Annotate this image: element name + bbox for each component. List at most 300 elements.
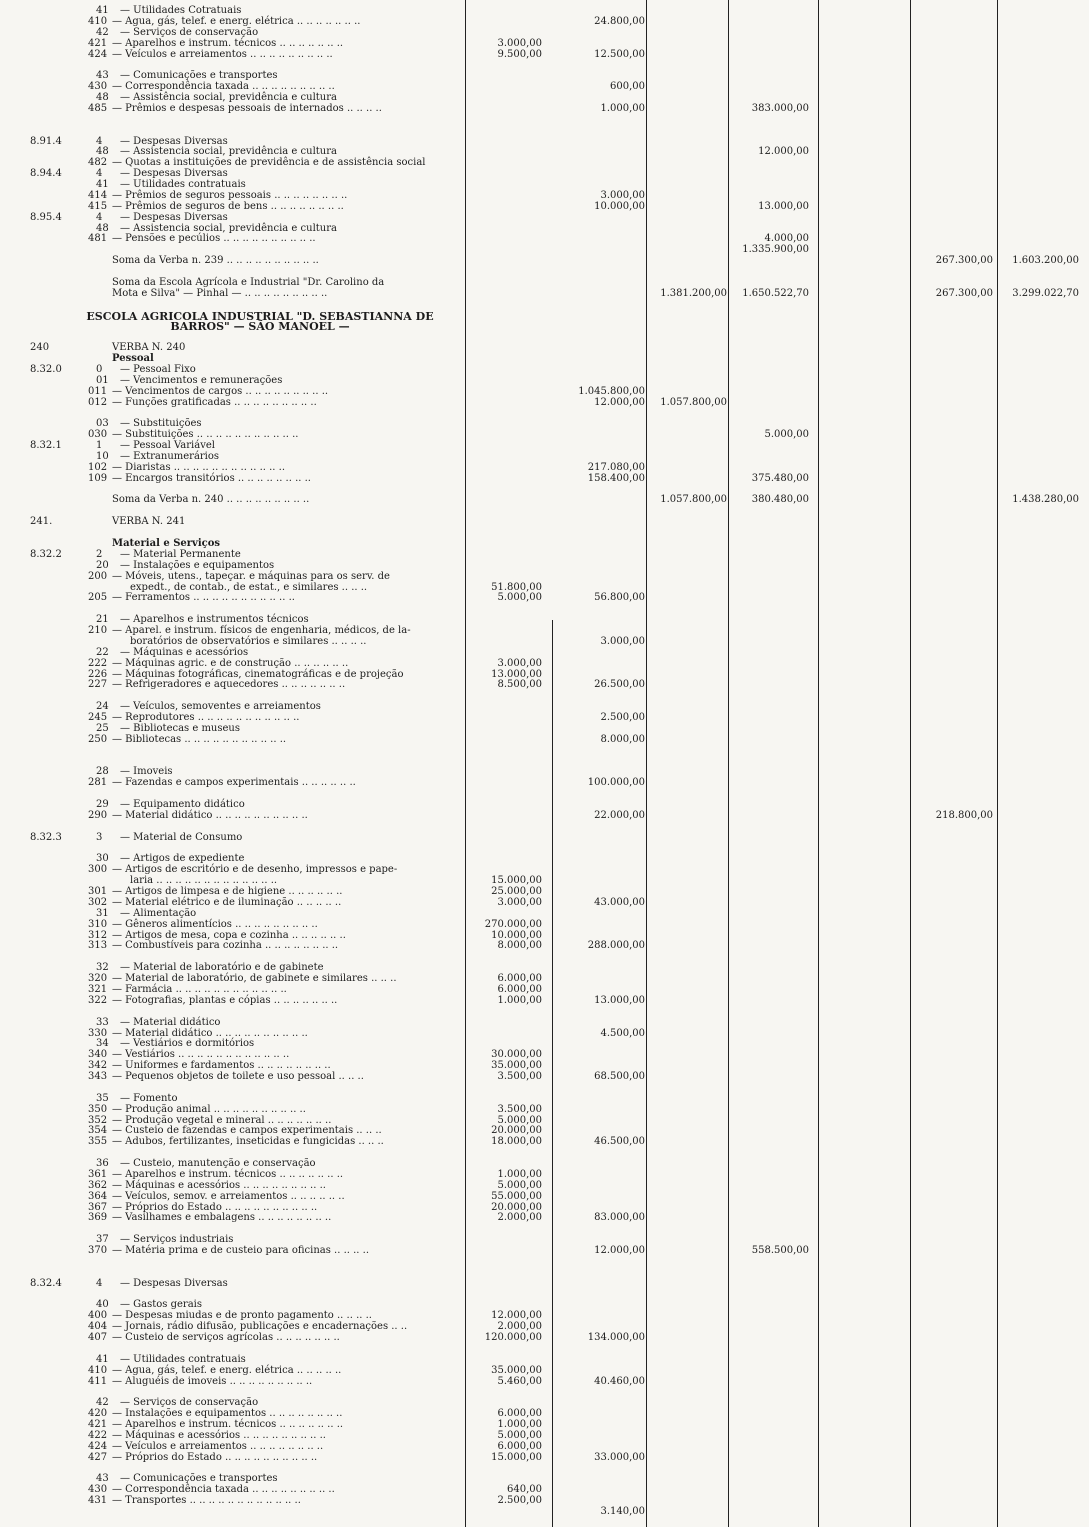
amount-col-1: 55.000,00 <box>491 1190 542 1202</box>
item-label: — Substituições .. .. .. .. .. .. .. .. .. .. .. <box>112 429 299 441</box>
section-code: 8.32.4 <box>30 1277 62 1289</box>
item-label: — Matéria prima e de custeio para oficinas .. .. .. .. <box>112 1245 369 1257</box>
item-code: 312 <box>88 929 108 941</box>
item-label: — Custeio de serviços agrícolas .. .. .. .. .. .. .. <box>112 1332 340 1344</box>
amount-col-2: 43.000,00 <box>594 896 645 908</box>
item-label: — Fotografias, plantas e cópias .. .. .. .. .. .. .. <box>112 994 338 1006</box>
item-label: — Prêmios e despesas pessoais de internados .. .. .. .. <box>112 102 382 114</box>
amount-col-7: 1.438.280,00 <box>1012 494 1079 506</box>
item-label: — Diaristas .. .. .. .. .. .. .. .. .. .. .. .. <box>112 461 286 473</box>
item-code: 43 <box>96 70 109 82</box>
item-code: 011 <box>88 385 108 397</box>
item-label: — Pensões e pecúlios .. .. .. .. .. .. .. .. .. .. <box>112 233 316 245</box>
item-code: 21 <box>96 614 109 626</box>
item-label: — Aluguéis de imoveis .. .. .. .. .. .. .. .. .. <box>112 1375 313 1387</box>
item-code: 3 <box>96 831 103 843</box>
item-label: — Aparelhos e instrumentos técnicos <box>120 614 309 626</box>
item-label: — Aparelhos e instrum. técnicos .. .. .. .. .. .. .. <box>112 1168 344 1180</box>
section-code: 8.32.3 <box>30 831 62 843</box>
item-code: 29 <box>96 799 109 811</box>
item-code: 245 <box>88 712 108 724</box>
amount-col-2: 2.500,00 <box>600 712 645 724</box>
amount-col-1: 5.460,00 <box>497 1375 542 1387</box>
item-label: — Equipamento didático <box>120 799 245 811</box>
item-label: — Despesas miudas e de pronto pagamento .. .. .. .. <box>112 1310 372 1322</box>
item-label: expedt., de contab., de estat., e similares .. .. .. <box>130 581 368 593</box>
item-label: — Máquinas e acessórios .. .. .. .. .. .. .. .. .. <box>112 1429 326 1441</box>
item-label: — Veículos e arreiamentos .. .. .. .. .. .. .. .. <box>112 1440 324 1452</box>
item-label: — Aparelhos e instrum. técnicos .. .. .. .. .. .. .. <box>112 1419 344 1431</box>
item-code: 41 <box>96 179 109 191</box>
item-label: — Máquinas e acessórios .. .. .. .. .. .. .. .. .. <box>112 1179 326 1191</box>
item-label: Soma da Verba n. 239 .. .. .. .. .. .. .. .. .. .. <box>112 255 319 267</box>
item-label: — Máquinas fotográficas, cinematográficas e de projeção <box>112 668 404 680</box>
amount-col-2: 13.000,00 <box>594 994 645 1006</box>
item-code: 352 <box>88 1114 108 1126</box>
item-code: 404 <box>88 1321 108 1333</box>
item-code: 40 <box>96 1299 109 1311</box>
amount-col-4: 375.480,00 <box>751 472 809 484</box>
amount-col-1: 8.000,00 <box>497 940 542 952</box>
item-code: 250 <box>88 733 108 745</box>
item-label: — Material elétrico e de iluminação .. .. .. .. .. <box>112 896 342 908</box>
item-code: 424 <box>88 48 108 60</box>
item-code: 4 <box>96 168 103 180</box>
item-code: 0 <box>96 363 103 375</box>
item-label: — Móveis, utens., tapeçar. e máquinas para os serv. de <box>112 570 390 582</box>
item-code: 355 <box>88 1136 108 1148</box>
amount-col-4: 1.650.522,70 <box>742 287 809 299</box>
item-code: 343 <box>88 1071 108 1082</box>
item-code: 35 <box>96 1092 109 1104</box>
item-code: 410 <box>88 15 108 27</box>
item-label: — Artigos de escritório e de desenho, impressos e pape- <box>112 864 398 876</box>
item-code: 364 <box>88 1190 108 1202</box>
item-code: 03 <box>96 418 109 430</box>
item-label: — Serviços industriais <box>120 1234 234 1246</box>
item-code: 48 <box>96 92 109 104</box>
item-code: 48 <box>96 146 109 158</box>
item-label: — Próprios do Estado .. .. .. .. .. .. .. .. .. .. <box>112 1201 318 1213</box>
item-label: — Reprodutores .. .. .. .. .. .. .. .. .. .. .. <box>112 712 300 724</box>
amount-col-1: 15.000,00 <box>491 875 542 887</box>
item-label: laria .. .. .. .. .. .. .. .. .. .. .. .. .. <box>130 875 278 887</box>
amount-col-1: 13.000,00 <box>491 668 542 680</box>
amount-col-1: 10.000,00 <box>491 929 542 941</box>
item-code: 340 <box>88 1049 108 1061</box>
item-code: 369 <box>88 1212 108 1224</box>
item-label: — Uniformes e fardamentos .. .. .. .. .. .. .. .. <box>112 1060 331 1072</box>
amount-col-1: 8.500,00 <box>497 679 542 691</box>
item-label: — Agua, gás, telef. e energ. elétrica .. .. .. .. .. .. .. <box>112 15 361 27</box>
amount-col-1: 20.000,00 <box>491 1125 542 1137</box>
amount-col-2: 68.500,00 <box>594 1071 645 1082</box>
item-label: — Custeio, manutenção e conservação <box>120 1158 316 1170</box>
section-code: 8.32.0 <box>30 363 62 375</box>
item-code: 320 <box>88 973 108 985</box>
item-label: — Utilidades contratuais <box>120 179 246 191</box>
item-code: 30 <box>96 853 109 865</box>
amount-col-1: 3.500,00 <box>497 1103 542 1115</box>
amount-col-1: 2.000,00 <box>497 1212 542 1224</box>
amount-col-7: 3.299.022,70 <box>1012 287 1079 299</box>
amount-col-1: 30.000,00 <box>491 1049 542 1061</box>
item-label: — Ferramentos .. .. .. .. .. .. .. .. .. .. .. <box>112 592 295 604</box>
item-code: 4 <box>96 211 103 223</box>
item-label: — Vencimentos e remunerações <box>120 374 283 386</box>
item-code: 400 <box>88 1310 108 1322</box>
amount-col-1: 35.000,00 <box>491 1060 542 1072</box>
item-code: 361 <box>88 1168 108 1180</box>
amount-col-2: 10.000,00 <box>594 200 645 212</box>
amount-col-1: 5.000,00 <box>497 592 542 604</box>
item-label: — Material de laboratório e de gabinete <box>120 962 324 974</box>
amount-col-4: 383.000,00 <box>751 102 809 114</box>
item-label: — Gêneros alimentícios .. .. .. .. .. .. .. .. .. <box>112 918 318 930</box>
item-code: 48 <box>96 222 109 234</box>
item-label: — Serviços de conservação <box>120 1397 259 1409</box>
item-code: 362 <box>88 1179 108 1191</box>
item-label: — Máquinas e acessórios <box>120 646 249 658</box>
item-code: 4 <box>96 135 103 147</box>
amount-col-2: 3.140,00 <box>600 1506 645 1518</box>
item-label: — Utilidades Cotratuais <box>120 5 242 16</box>
amount-col-2: 1.000,00 <box>600 102 645 114</box>
item-code: 481 <box>88 233 108 245</box>
amount-col-4: 558.500,00 <box>751 1245 809 1257</box>
item-label: — Material didático .. .. .. .. .. .. .. .. .. .. <box>112 1027 308 1039</box>
item-code: 227 <box>88 679 108 691</box>
school-title: BARROS" — SÃO MANOEL — <box>170 320 350 334</box>
amount-col-2: 22.000,00 <box>594 809 645 821</box>
amount-col-1: 640,00 <box>507 1484 542 1496</box>
item-label: Mota e Silva" — Pinhal — .. .. .. .. .. .. .. .. .. <box>112 287 328 299</box>
item-code: 36 <box>96 1158 109 1170</box>
item-label: — Substituições <box>120 418 202 430</box>
amount-col-1: 1.000,00 <box>497 1419 542 1431</box>
item-code: 427 <box>88 1451 108 1463</box>
amount-col-2: 12.000,00 <box>594 1245 645 1257</box>
item-label: — Veículos e arreiamentos .. .. .. .. .. .. .. .. .. <box>112 48 333 60</box>
amount-col-1: 20.000,00 <box>491 1201 542 1213</box>
item-label: — Material de Consumo <box>120 831 243 843</box>
item-label: — Despesas Diversas <box>120 1277 228 1289</box>
amount-col-1: 6.000,00 <box>497 983 542 995</box>
item-code: 420 <box>88 1408 108 1420</box>
amount-col-1: 1.000,00 <box>497 1168 542 1180</box>
item-label: — Próprios do Estado .. .. .. .. .. .. .. .. .. .. <box>112 1451 318 1463</box>
amount-col-1: 2.000,00 <box>497 1321 542 1333</box>
item-code: 42 <box>96 1397 109 1409</box>
amount-col-6: 218.800,00 <box>935 809 993 821</box>
amount-col-2: 40.460,00 <box>594 1375 645 1387</box>
item-code: 485 <box>88 102 108 114</box>
amount-col-2: 83.000,00 <box>594 1212 645 1224</box>
amount-col-2: 134.000,00 <box>587 1332 645 1344</box>
amount-col-1: 6.000,00 <box>497 1440 542 1452</box>
item-label: — Material de laboratório, de gabinete e similares .. .. .. <box>112 973 397 985</box>
item-label: — Bibliotecas e museus <box>120 722 240 734</box>
item-code: 34 <box>96 1038 109 1050</box>
item-label: — Máquinas agric. e de construção .. .. .. .. .. .. <box>112 657 349 669</box>
item-code: 030 <box>88 429 108 441</box>
item-label: — Comunicações e transportes <box>120 70 278 82</box>
item-label: — Material didático <box>120 1016 221 1028</box>
item-code: 20 <box>96 559 109 571</box>
amount-col-1: 9.500,00 <box>497 48 542 60</box>
item-label: — Aparel. e instrum. físicos de engenharia, médicos, de la- <box>112 625 411 637</box>
item-code: 41 <box>96 5 109 16</box>
item-code: 24 <box>96 701 109 713</box>
amount-col-7: 1.603.200,00 <box>1012 255 1079 267</box>
item-label: — Produção vegetal e mineral .. .. .. .. .. .. .. <box>112 1114 332 1126</box>
item-label: — Veículos, semov. e arreiamentos .. .. .. .. .. .. <box>112 1190 345 1202</box>
item-label: — Artigos de expediente <box>120 853 245 865</box>
amount-col-1: 3.000,00 <box>497 657 542 669</box>
amount-col-2: 26.500,00 <box>594 679 645 691</box>
item-code: 431 <box>88 1495 108 1507</box>
item-label: — Fazendas e campos experimentais .. .. .. .. .. .. <box>112 777 356 789</box>
item-code: 482 <box>88 157 108 169</box>
item-label: — Pessoal Fixo <box>120 363 196 375</box>
amount-col-2: 56.800,00 <box>594 592 645 604</box>
item-code: 354 <box>88 1125 108 1137</box>
item-label: — Correspondência taxada .. .. .. .. .. .. .. .. .. <box>112 81 335 93</box>
item-code: 281 <box>88 777 108 789</box>
item-label: — Assistencia social, previdência e cultura <box>120 222 337 234</box>
item-code: 1 <box>96 440 103 452</box>
amount-col-2: 158.400,00 <box>587 472 645 484</box>
item-label: — Despesas Diversas <box>120 168 228 180</box>
amount-col-2: 288.000,00 <box>587 940 645 952</box>
amount-col-2: 1.045.800,00 <box>578 385 645 397</box>
item-code: 301 <box>88 886 108 898</box>
item-code: 430 <box>88 1484 108 1496</box>
item-label: — Quotas a instituições de previdência e de assistência social <box>112 157 426 169</box>
amount-col-2: 600,00 <box>610 81 645 93</box>
item-code: 370 <box>88 1245 108 1257</box>
section-code: 8.32.1 <box>30 440 62 452</box>
amount-col-2: 12.500,00 <box>594 48 645 60</box>
item-label: Soma da Escola Agrícola e Industrial "Dr. Carolino da <box>112 276 385 288</box>
item-code: 424 <box>88 1440 108 1452</box>
amount-col-4: 4.000,00 <box>764 233 809 245</box>
item-label: — Gastos gerais <box>120 1299 203 1311</box>
item-code: 32 <box>96 962 109 974</box>
item-label: — Prêmios de seguros de bens .. .. .. .. .. .. .. .. <box>112 200 344 212</box>
item-label: — Alimentação <box>120 907 197 919</box>
amount-col-2: 12.000,00 <box>594 396 645 408</box>
amount-col-6: 267.300,00 <box>935 255 993 267</box>
item-label: — Artigos de mesa, copa e cozinha .. .. .. .. .. .. <box>112 929 346 941</box>
item-code: 41 <box>96 1353 109 1365</box>
amount-col-2: 3.000,00 <box>600 635 645 647</box>
item-label: — Custeio de fazendas e campos experimentais .. .. .. <box>112 1125 382 1137</box>
item-code: 31 <box>96 907 109 919</box>
item-label: — Bibliotecas .. .. .. .. .. .. .. .. .. .. .. <box>112 733 287 745</box>
item-label: — Adubos, fertilizantes, inseticidas e fungicidas .. .. .. <box>112 1136 384 1148</box>
item-code: 350 <box>88 1103 108 1115</box>
item-label: — Material Permanente <box>120 548 241 560</box>
item-code: 310 <box>88 918 108 930</box>
item-code: 01 <box>96 374 109 386</box>
amount-col-2: 217.080,00 <box>587 461 645 473</box>
item-code: 342 <box>88 1060 108 1072</box>
item-code: 33 <box>96 1016 109 1028</box>
item-label: VERBA N. 241 <box>112 516 186 528</box>
item-label: — Funções gratificadas .. .. .. .. .. .. .. .. .. <box>112 396 317 408</box>
item-code: 430 <box>88 81 108 93</box>
item-code: 109 <box>88 472 108 484</box>
item-label: — Farmácia .. .. .. .. .. .. .. .. .. .. .. .. <box>112 983 287 995</box>
amount-col-1: 3.000,00 <box>497 896 542 908</box>
item-code: 43 <box>96 1473 109 1485</box>
item-label: — Vestiários .. .. .. .. .. .. .. .. .. .. .. .. <box>112 1049 290 1061</box>
amount-col-1: 120.000,00 <box>484 1332 542 1344</box>
school-title: ESCOLA AGRICOLA INDUSTRIAL "D. SEBASTIANNA DE <box>86 309 434 323</box>
item-label: — Extranumerários <box>120 450 220 462</box>
item-code: 2 <box>96 548 103 560</box>
item-label: — Agua, gás, telef. e energ. elétrica .. .. .. .. .. <box>112 1364 342 1376</box>
item-label: — Assistência social, previdência e cultura <box>120 92 337 104</box>
item-label: Pessoal <box>112 353 154 365</box>
item-code: 28 <box>96 766 109 778</box>
item-code: 22 <box>96 646 109 658</box>
item-code: 410 <box>88 1364 108 1376</box>
item-code: 407 <box>88 1332 108 1344</box>
item-label: — Pequenos objetos de toilete e uso pessoal .. .. .. <box>112 1071 364 1082</box>
item-label: — Serviços de conservação <box>120 26 259 38</box>
item-label: — Combustíveis para cozinha .. .. .. .. .. .. .. .. <box>112 940 339 952</box>
item-code: 330 <box>88 1027 108 1039</box>
amount-col-4: 13.000,00 <box>758 200 809 212</box>
item-code: 37 <box>96 1234 109 1246</box>
ledger-row <box>0 1507 1089 1519</box>
amount-col-4: 1.335.900,00 <box>742 244 809 256</box>
amount-col-2: 46.500,00 <box>594 1136 645 1148</box>
amount-col-1: 270.000,00 <box>484 918 542 930</box>
amount-col-1: 5.000,00 <box>497 1429 542 1441</box>
item-label: — Imoveis <box>120 766 173 778</box>
item-label: — Material didático .. .. .. .. .. .. .. .. .. .. <box>112 809 308 821</box>
item-code: 226 <box>88 668 108 680</box>
amount-col-1: 6.000,00 <box>497 1408 542 1420</box>
item-label: — Pessoal Variável <box>120 440 215 452</box>
item-label: — Comunicações e transportes <box>120 1473 278 1485</box>
item-code: 290 <box>88 809 108 821</box>
amount-col-3: 1.057.800,00 <box>660 494 727 506</box>
amount-col-1: 51.800,00 <box>491 581 542 593</box>
item-code: 10 <box>96 450 109 462</box>
item-code: 321 <box>88 983 108 995</box>
amount-col-2: 100.000,00 <box>587 777 645 789</box>
amount-col-1: 1.000,00 <box>497 994 542 1006</box>
amount-col-2: 24.800,00 <box>594 15 645 27</box>
item-code: 411 <box>88 1375 108 1387</box>
amount-col-2: 3.000,00 <box>600 189 645 201</box>
amount-col-1: 35.000,00 <box>491 1364 542 1376</box>
amount-col-4: 5.000,00 <box>764 429 809 441</box>
item-label: — Assistencia social, previdência e cultura <box>120 146 337 158</box>
amount-col-1: 3.500,00 <box>497 1071 542 1082</box>
section-code: 8.32.2 <box>30 548 62 560</box>
amount-col-1: 3.000,00 <box>497 37 542 49</box>
item-label: — Jornais, rádio difusão, publicações e encadernações .. .. <box>112 1321 408 1333</box>
item-label: — Utilidades contratuais <box>120 1353 246 1365</box>
item-label: Material e Serviços <box>112 538 221 549</box>
item-label: — Veículos, semoventes e arreiamentos <box>120 701 321 713</box>
item-code: 415 <box>88 200 108 212</box>
amount-col-1: 6.000,00 <box>497 973 542 985</box>
section-code: 8.91.4 <box>30 135 62 147</box>
amount-col-4: 12.000,00 <box>758 146 809 158</box>
section-code: 241. <box>30 516 53 528</box>
amount-col-1: 12.000,00 <box>491 1310 542 1322</box>
item-label: — Artigos de limpesa e de higiene .. .. .. .. .. .. <box>112 886 343 898</box>
item-code: 25 <box>96 722 109 734</box>
item-code: 422 <box>88 1429 108 1441</box>
amount-col-1: 5.000,00 <box>497 1179 542 1191</box>
item-code: 421 <box>88 1419 108 1431</box>
item-label: — Despesas Diversas <box>120 211 228 223</box>
item-code: 222 <box>88 657 108 669</box>
amount-col-2: 8.000,00 <box>600 733 645 745</box>
item-code: 012 <box>88 396 108 408</box>
amount-col-3: 1.381.200,00 <box>660 287 727 299</box>
section-code: 8.94.4 <box>30 168 62 180</box>
item-label: — Instalações e equipamentos .. .. .. .. .. .. .. .. <box>112 1408 343 1420</box>
item-code: 4 <box>96 1277 103 1289</box>
item-label: — Instalações e equipamentos <box>120 559 275 571</box>
amount-col-1: 25.000,00 <box>491 886 542 898</box>
amount-col-1: 15.000,00 <box>491 1451 542 1463</box>
item-code: 205 <box>88 592 108 604</box>
item-code: 210 <box>88 625 108 637</box>
item-code: 102 <box>88 461 108 473</box>
item-code: 414 <box>88 189 108 201</box>
item-code: 302 <box>88 896 108 908</box>
amount-col-2: 4.500,00 <box>600 1027 645 1039</box>
item-label: — Encargos transitórios .. .. .. .. .. .. .. .. <box>112 472 311 484</box>
amount-col-1: 2.500,00 <box>497 1495 542 1507</box>
item-code: 367 <box>88 1201 108 1213</box>
item-label: — Correspondência taxada .. .. .. .. .. .. .. .. .. <box>112 1484 335 1496</box>
item-label: — Refrigeradores e aquecedores .. .. .. .. .. .. .. <box>112 679 346 691</box>
section-code: 8.95.4 <box>30 211 62 223</box>
item-code: 42 <box>96 26 109 38</box>
item-code: 200 <box>88 570 108 582</box>
item-label: — Transportes .. .. .. .. .. .. .. .. .. .. .. .. <box>112 1495 301 1507</box>
item-code: 313 <box>88 940 108 952</box>
amount-col-4: 380.480,00 <box>751 494 809 506</box>
item-label: VERBA N. 240 <box>112 342 186 354</box>
item-code: 300 <box>88 864 108 876</box>
amount-col-1: 5.000,00 <box>497 1114 542 1126</box>
item-label: — Vasilhames e embalagens .. .. .. .. .. .. .. .. <box>112 1212 332 1224</box>
item-code: 322 <box>88 994 108 1006</box>
item-label: Soma da Verba n. 240 .. .. .. .. .. .. .. .. .. <box>112 494 310 506</box>
item-code: 421 <box>88 37 108 49</box>
item-label: — Aparelhos e instrum. técnicos .. .. .. .. .. .. .. <box>112 37 344 49</box>
item-label: — Vestiários e dormitórios <box>120 1038 255 1050</box>
item-label: boratórios de observatórios e similares .. .. .. .. <box>130 635 367 647</box>
item-label: — Produção animal .. .. .. .. .. .. .. .. .. .. <box>112 1103 306 1115</box>
section-code: 240 <box>30 342 50 354</box>
amount-col-6: 267.300,00 <box>935 287 993 299</box>
item-label: — Despesas Diversas <box>120 135 228 147</box>
item-label: — Prêmios de seguros pessoais .. .. .. .. .. .. .. .. <box>112 189 348 201</box>
amount-col-1: 18.000,00 <box>491 1136 542 1148</box>
